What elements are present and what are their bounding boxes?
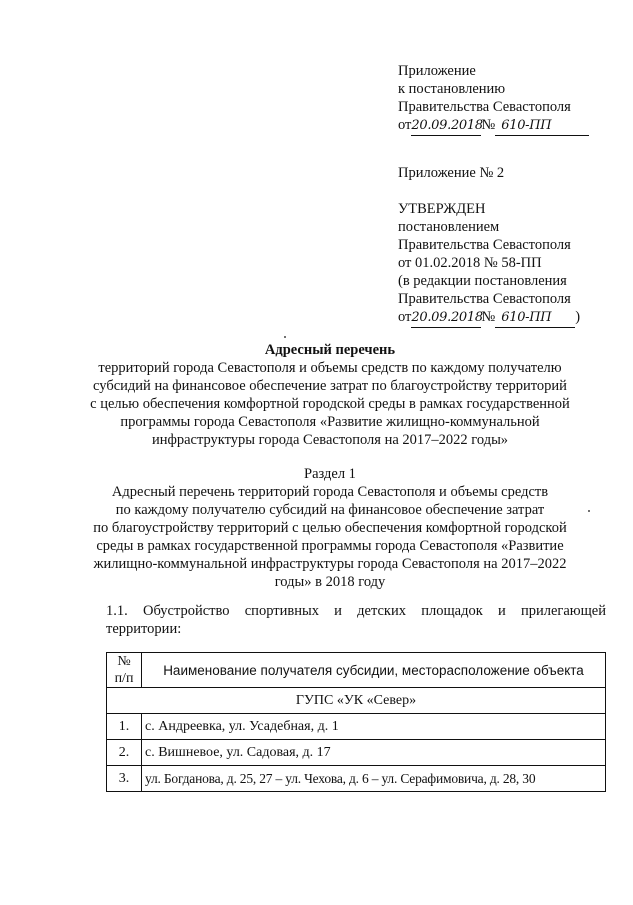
table-row [107, 740, 606, 766]
appendix-ot: от [398, 117, 412, 133]
appendix-number-handwritten: 610-ПП [495, 117, 589, 136]
appendix-date-line [398, 116, 589, 136]
approved-government: Правительства Севастополя [398, 237, 571, 253]
approved-label: УТВЕРЖДЕН [398, 201, 486, 217]
edition-date-handwritten: 20.09.2018 [411, 309, 481, 328]
row-address: с. Андреевка, ул. Усадебная, д. 1 [142, 714, 606, 740]
scan-dot [284, 336, 286, 338]
edition-ot: от [398, 309, 412, 325]
edition-note: (в редакции постановления [398, 273, 567, 289]
approved-by-resolution: постановлением [398, 219, 500, 235]
table-row [107, 714, 606, 740]
row-address: ул. Богданова, д. 25, 27 – ул. Чехова, д. 6 – ул. Серафимовича, д. 28, 30 [142, 766, 606, 792]
table-row [107, 766, 606, 792]
section-line: Адресный перечень территорий города Севастополя и объемы средств [111, 484, 549, 500]
title-line: с целью обеспечения комфортной городской среды в рамках государственной [90, 396, 570, 412]
table-group-row [107, 688, 606, 714]
col-num-header: № п/п [107, 653, 142, 688]
section-line: жилищно-коммунальной инфраструктуры города Севастополя на 2017–2022 [93, 556, 567, 572]
row-number: 1. [107, 714, 142, 740]
edition-close-paren: ) [575, 309, 581, 325]
document-title: Адресный перечень [264, 342, 396, 358]
edition-number-sign: № [481, 309, 496, 325]
objects-table [106, 652, 606, 792]
table-header-row [107, 653, 606, 688]
title-line: программы города Севастополя «Развитие жилищно-коммунальной [120, 414, 540, 430]
appendix-label: Приложение [398, 63, 476, 79]
appendix-date-handwritten: 20.09.2018 [411, 117, 481, 136]
scan-dot [588, 510, 590, 512]
edition-government: Правительства Севастополя [398, 291, 571, 307]
subsection-heading-cont: территории: [106, 621, 182, 637]
row-number: 2. [107, 740, 142, 766]
section-line: среды в рамках государственной программы города Севастополя «Развитие [96, 538, 564, 554]
group-recipient: ГУПС «УК «Север» [107, 688, 606, 714]
appendix-to-resolution: к постановлению [398, 81, 506, 97]
row-address: с. Вишневое, ул. Садовая, д. 17 [142, 740, 606, 766]
appendix-number-sign: № [481, 117, 496, 133]
section-heading: Раздел 1 [304, 466, 356, 482]
appendix-government: Правительства Севастополя [398, 99, 571, 115]
edition-number-handwritten: 610-ПП [495, 309, 575, 328]
subsection-heading: 1.1. Обустройство спортивных и детских площадок и прилегающей [106, 603, 606, 619]
title-line: субсидий на финансовое обеспечение затрат по благоустройству территорий [93, 378, 567, 394]
title-line: территорий города Севастополя и объемы средств по каждому получателю [98, 360, 562, 376]
col-name-header: Наименование получателя субсидии, месторасположение объекта [142, 653, 606, 688]
section-line: годы» в 2018 году [274, 574, 386, 590]
row-number: 3. [107, 766, 142, 792]
title-line: инфраструктуры города Севастополя на 2017–2022 годы» [151, 432, 509, 448]
section-line: по каждому получателю субсидий на финансовое обеспечение затрат [115, 502, 545, 518]
edition-date-line [398, 308, 580, 328]
section-line: по благоустройству территорий с целью обеспечения комфортной городской [93, 520, 567, 536]
appendix-2-label: Приложение № 2 [398, 165, 505, 181]
approved-date: от 01.02.2018 № 58-ПП [398, 255, 542, 271]
